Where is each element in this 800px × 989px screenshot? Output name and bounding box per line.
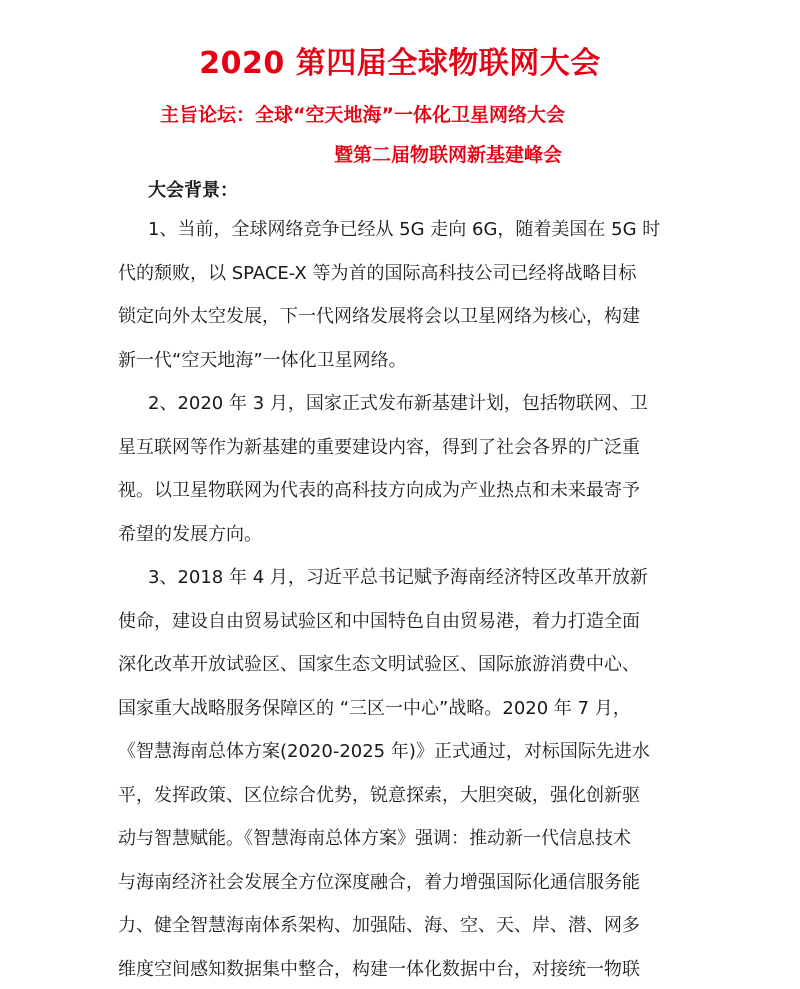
- paragraph-line: 新一代“空天地海”一体化卫星网络。: [118, 349, 407, 371]
- paragraph-line: 国家重大战略服务保障区的 “三区一中心”战略。2020 年 7 月，: [118, 697, 631, 719]
- paragraph-line: 锁定向外太空发展，下一代网络发展将会以卫星网络为核心，构建: [118, 306, 640, 327]
- paragraph-line: 深化改革开放试验区、国家生态文明试验区、国际旅游消费中心、: [118, 654, 640, 675]
- paragraph-line: 动与智慧赋能。《智慧海南总体方案》强调：推动新一代信息技术: [118, 828, 631, 849]
- paragraph-line: 1、当前，全球网络竞争已经从 5G 走向 6G，随着美国在 5G 时: [148, 219, 661, 240]
- paragraph-line: 代的颓败，以 SPACE-X 等为首的国际高科技公司已经将战略目标: [118, 262, 637, 284]
- summit-subtitle: 暨第二届物联网新基建峰会: [334, 144, 563, 166]
- paragraph-3: [118, 556, 688, 989]
- paragraph-2: [118, 382, 688, 556]
- paragraph-line: 3、2018 年 4 月，习近平总书记赋予海南经济特区改革开放新: [148, 567, 648, 588]
- paragraph-line: 维度空间感知数据集中整合，构建一体化数据中台，对接统一物联: [118, 958, 640, 980]
- paragraph-line: 希望的发展方向。: [118, 523, 262, 545]
- paragraph-line: 与海南经济社会发展全方位深度融合，着力增强国际化通信服务能: [118, 871, 640, 893]
- forum-subtitle: 主旨论坛：全球“空天地海”一体化卫星网络大会: [160, 104, 565, 126]
- background-heading: 大会背景：: [148, 180, 238, 201]
- paragraph-line: 力、健全智慧海南体系架构、加强陆、海、空、天、岸、潜、网多: [118, 915, 640, 936]
- paragraph-line: 使命，建设自由贸易试验区和中国特色自由贸易港，着力打造全面: [118, 610, 640, 632]
- paragraph-line: 《智慧海南总体方案(2020-2025 年)》正式通过，对标国际先进水: [118, 741, 650, 762]
- paragraph-line: 视。以卫星物联网为代表的高科技方向成为产业热点和未来最寄予: [118, 480, 640, 501]
- document-title: 2020 第四届全球物联网大会: [199, 46, 601, 81]
- paragraph-line: 星互联网等作为新基建的重要建设内容，得到了社会各界的广泛重: [118, 436, 640, 458]
- paragraph-1: [118, 208, 688, 382]
- paragraph-line: 平，发挥政策、区位综合优势，锐意探索，大胆突破，强化创新驱: [118, 784, 640, 806]
- paragraph-line: 2、2020 年 3 月，国家正式发布新基建计划，包括物联网、卫: [148, 393, 648, 414]
